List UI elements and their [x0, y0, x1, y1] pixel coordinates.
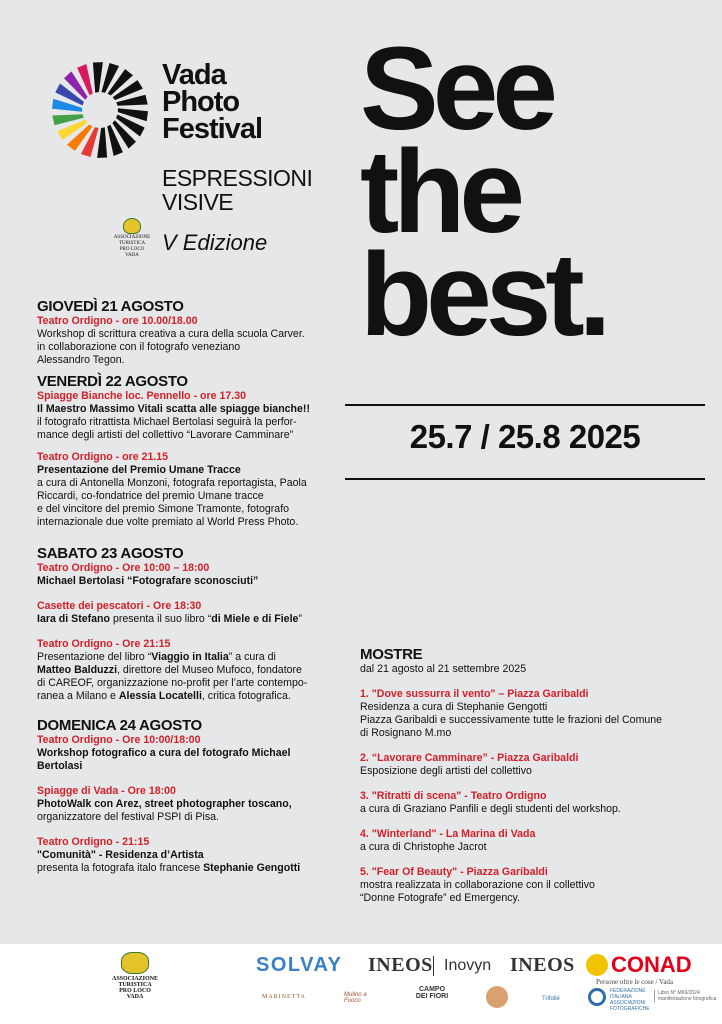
- headline-line: best.: [360, 229, 606, 361]
- fiaf-line: ASSOCIAZIONI: [610, 1000, 646, 1006]
- fiaf-label: [610, 988, 650, 1012]
- exhibition-item: [360, 688, 705, 740]
- conad-tagline: Persone oltre le cose / Vada: [596, 978, 674, 986]
- festival-name-line: Festival: [162, 113, 262, 145]
- exhibitions-title: MOSTRE: [360, 646, 423, 663]
- event-line: Workshop di scrittura creativa a cura della scuola Carver.: [37, 328, 305, 340]
- event-place: Teatro Ordigno - ore 10.00/18.00: [37, 315, 198, 327]
- exhibition-line: Esposizione degli artisti del collettivo: [360, 765, 532, 777]
- event-text: ranea a Milano e: [37, 690, 119, 702]
- proloco-footer-logo: [110, 952, 160, 1000]
- proloco-label-line: TURISTICA: [118, 241, 146, 246]
- event-text: ”: [298, 613, 302, 625]
- divider: [433, 956, 434, 976]
- logo-ray: [97, 127, 107, 157]
- event-line: il fotografo ritrattista Michael Bertolasi seguirà la perfor-: [37, 416, 297, 428]
- event: [37, 785, 337, 824]
- exhibition-heading: 2. “Lavorare Camminare” - Piazza Garibaldi: [360, 752, 579, 764]
- event: [37, 734, 337, 773]
- sponsor-ineos: INEOS: [368, 954, 433, 976]
- book-title: di Miele e di Fiele: [211, 613, 299, 625]
- proloco-label-line: ASSOCIAZIONE: [111, 976, 158, 982]
- event-line: internazionale due volte premiato al World Press Photo.: [37, 516, 299, 528]
- exhibitions-column: [360, 646, 705, 917]
- subtitle-line: ESPRESSIONI: [162, 165, 313, 191]
- circle-logo-icon: [486, 986, 508, 1008]
- event: [37, 638, 337, 703]
- event-line: e del vincitore del premio Simone Tramonte, fotografo: [37, 503, 290, 515]
- event-text: , critica fotografica.: [201, 690, 291, 702]
- event-line: [37, 862, 337, 875]
- event-place: Teatro Ordigno - ore 21.15: [37, 451, 169, 463]
- event: [37, 836, 337, 875]
- logo-marinetta: MARINETTA: [262, 994, 306, 1000]
- event-place: Teatro Ordigno - Ore 10:00 – 18:00: [37, 562, 210, 574]
- exhibition-line: a cura di Graziano Panfili e degli studenti del workshop.: [360, 803, 621, 815]
- headline-line: See: [360, 23, 552, 155]
- event-line: organizzatore del festival PSPI di Pisa.: [37, 811, 219, 823]
- festival-logo-icon: [50, 60, 150, 160]
- event-place: Casette dei pescatori - Ore 18:30: [37, 600, 202, 612]
- festival-subtitle: [162, 166, 312, 214]
- proloco-label-line: ASSOCIAZIONE: [113, 235, 151, 240]
- proloco-label-line: PRO LOCO: [119, 247, 145, 252]
- exhibition-line: di Rosignano M.mo: [360, 727, 452, 739]
- day-heading: DOMENICA 24 AGOSTO: [37, 717, 202, 734]
- day-heading: SABATO 23 AGOSTO: [37, 545, 184, 562]
- exhibition-line: Piazza Garibaldi e successivamente tutte le frazioni del Comune: [360, 714, 663, 726]
- exhibition-line: “Donne Fotografe” ed Emergency.: [360, 892, 520, 904]
- event-line: Alessandro Tegon.: [37, 354, 125, 366]
- fiaf-line: ITALIANA: [610, 994, 632, 1000]
- event-text: presenta il suo libro “: [110, 613, 212, 625]
- event-text: ” a cura di: [228, 651, 276, 663]
- sponsor-inovyn: Inovyn: [444, 957, 492, 974]
- event-title: Bertolasi: [37, 760, 83, 772]
- event: [37, 600, 337, 626]
- edition-label: V Edizione: [162, 230, 268, 255]
- exhibition-item: [360, 790, 705, 816]
- divider: [345, 478, 705, 480]
- event-place: Spiagge Bianche loc. Pennello - ore 17.30: [37, 390, 246, 402]
- person-name: Alessia Locatelli: [118, 690, 202, 702]
- event: [37, 315, 337, 367]
- event-line: [37, 664, 337, 677]
- fiaf-note-line: manifestazione fotografica: [658, 996, 717, 1002]
- fiaf-note-line: Libro N° M69/2024: [658, 990, 700, 996]
- fiaf-line: FOTOGRAFICHE: [610, 1006, 650, 1012]
- subtitle-line: VISIVE: [162, 189, 234, 215]
- event: [37, 451, 337, 529]
- headline-line: the: [360, 126, 519, 258]
- festival-name-line: Vada: [162, 59, 226, 91]
- headline: [360, 23, 606, 361]
- sponsor-solvay: SOLVAY: [256, 954, 343, 976]
- event-place: Teatro Ordigno - Ore 21:15: [37, 638, 171, 650]
- festival-name: [162, 59, 262, 145]
- person-name: Iara di Stefano: [37, 613, 110, 625]
- logo-mulino: Mulino a Fuoco: [344, 992, 367, 1004]
- proloco-badge-icon: [121, 952, 149, 974]
- proloco-badge-icon: [123, 218, 141, 234]
- event-text: , direttore del Museo Mufoco, fondatore: [117, 664, 302, 676]
- exhibition-line: a cura di Christophe Jacrot: [360, 841, 487, 853]
- fiaf-line: FEDERAZIONE: [610, 988, 646, 994]
- event-title: Il Maestro Massimo Vitali scatta alle spiagge bianche!!: [37, 403, 310, 415]
- person-name: Stephanie Gengotti: [203, 862, 301, 874]
- event-title: "Comunità" - Residenza d’Artista: [37, 849, 204, 861]
- proloco-label-line: VADA: [125, 253, 139, 258]
- event-title: Michael Bertolasi “Fotografare sconosciuti”: [37, 575, 259, 587]
- event-text: Presentazione del libro “: [37, 651, 152, 663]
- event-place: Teatro Ordigno - 21:15: [37, 836, 150, 848]
- logo-trifolie: Trifolié: [542, 996, 560, 1002]
- book-title: Viaggio in Italia: [151, 651, 229, 663]
- day-heading: VENERDÌ 22 AGOSTO: [37, 373, 188, 390]
- program-column: [37, 298, 337, 887]
- festival-dates: 25.7 / 25.8 2025: [409, 418, 641, 455]
- conad-flower-icon: [586, 954, 608, 976]
- event-place: Spiagge di Vada - Ore 18:00: [37, 785, 176, 797]
- event-line: mance degli artisti del collettivo “Lavorare Camminare”: [37, 429, 294, 441]
- fiaf-note: [654, 990, 716, 1002]
- exhibition-heading: 5. "Fear Of Beauty" - Piazza Garibaldi: [360, 866, 548, 878]
- divider: [345, 404, 705, 406]
- exhibition-line: Residenza a cura di Stephanie Gengotti: [360, 701, 548, 713]
- event-line: [37, 690, 337, 703]
- event-line: in collaborazione con il fotografo veneziano: [37, 341, 241, 353]
- event: [37, 562, 337, 588]
- sponsor-ineos: INEOS: [510, 954, 575, 976]
- event-line: di CAREOF, organizzazione no-profit per l’arte contempo-: [37, 677, 308, 689]
- exhibition-heading: 1. "Dove sussurra il vento" – Piazza Garibaldi: [360, 688, 589, 700]
- event: [37, 390, 337, 442]
- event-line: [37, 651, 337, 664]
- festival-name-line: Photo: [162, 86, 240, 118]
- exhibition-heading: 4. "Winterland" - La Marina di Vada: [360, 828, 536, 840]
- proloco-label-line: VADA: [126, 994, 144, 1000]
- event-line: a cura di Antonella Monzoni, fotografa reportagista, Paola: [37, 477, 307, 489]
- proloco-logo: [112, 218, 152, 259]
- event-title: PhotoWalk con Arez, street photographer toscano,: [37, 798, 292, 810]
- person-name: Matteo Balduzzi: [37, 664, 118, 676]
- event-line: [37, 613, 337, 626]
- exhibition-heading: 3. "Ritratti di scena" - Teatro Ordigno: [360, 790, 547, 802]
- sponsor-conad: CONAD: [611, 952, 692, 977]
- exhibition-line: mostra realizzata in collaborazione con il collettivo: [360, 879, 595, 891]
- day-heading: GIOVEDÌ 21 AGOSTO: [37, 298, 184, 315]
- event-place: Teatro Ordigno - Ore 10:00/18:00: [37, 734, 201, 746]
- event-title: Presentazione del Premio Umane Tracce: [37, 464, 241, 476]
- exhibition-item: [360, 752, 705, 778]
- logo-campo-dei-fiori: CAMPO DEI FIORI: [415, 986, 449, 1000]
- exhibition-item: [360, 828, 705, 854]
- logo-ray: [93, 62, 103, 93]
- fiaf-logo-icon: [588, 988, 606, 1006]
- event-text: presenta la fotografa italo francese: [37, 862, 204, 874]
- exhibitions-dates: dal 21 agosto al 21 settembre 2025: [360, 663, 527, 675]
- sponsor-footer: [0, 944, 722, 1024]
- proloco-label-line: TURISTICA: [118, 982, 152, 988]
- proloco-label-line: PRO LOCO: [119, 988, 151, 994]
- exhibition-item: [360, 866, 705, 905]
- event-title: Workshop fotografico a cura del fotografo Michael: [37, 747, 291, 759]
- event-line: Riccardi, co-fondatrice del premio Umane tracce: [37, 490, 264, 502]
